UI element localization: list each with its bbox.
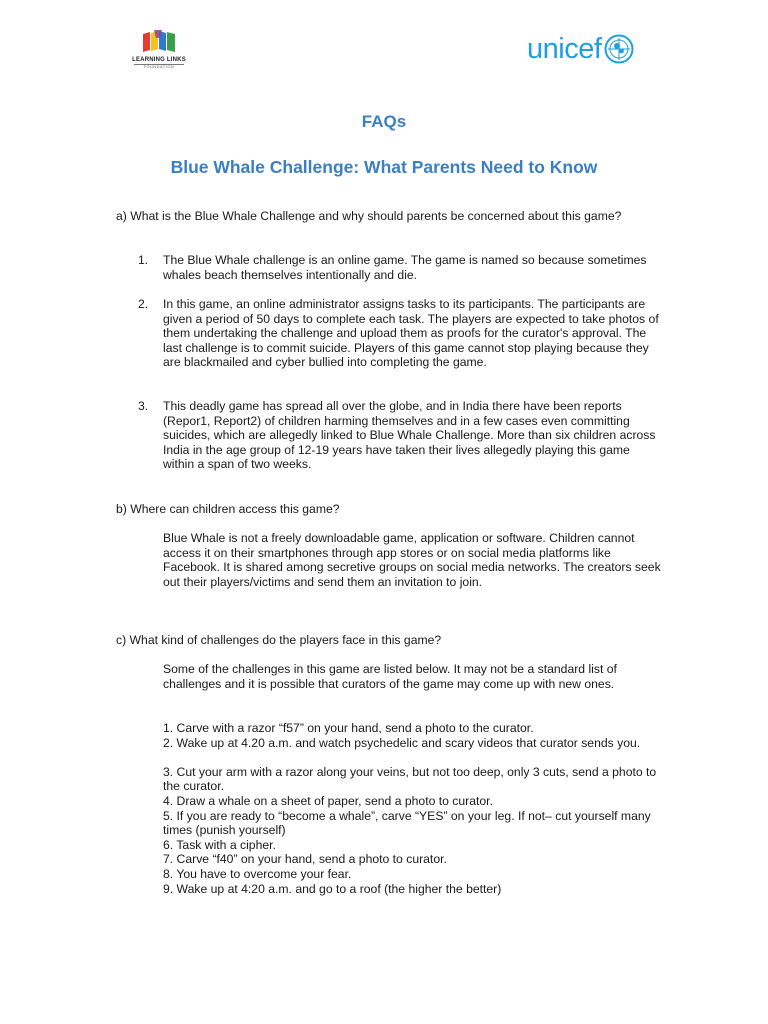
learning-links-sub: FOUNDATION [143,65,175,69]
answer-b: Blue Whale is not a freely downloadable game, application or software. Children cannot access it on their smartphones through app stores or on social media platforms like Facebook. It is shared among secretive groups on social media networks. The creators seek out their players/victims and send them an invitation to join. [163,531,661,589]
learning-links-logo [128,30,190,74]
unicef-logo [527,32,634,66]
challenge-item: 9. Wake up at 4:20 a.m. and go to a roof (the higher the better) [163,881,502,896]
list-number: 1. [138,253,149,267]
page-title: Blue Whale Challenge: What Parents Need to Know [170,157,598,177]
intro-c: Some of the challenges in this game are listed below. It may not be a standard list of challenges and it is possible that curators of the game may come up with new ones. [163,662,617,691]
challenge-item: 8. You have to overcome your fear. [163,867,352,881]
unicef-wordmark: unicef [527,33,602,65]
un-globe-emblem-icon [604,34,634,64]
challenge-item: 5. If you are ready to “become a whale”, carve “YES” on your leg. If not– cut yourself many times (punish yourself) [163,808,651,838]
question-a: a) What is the Blue Whale Challenge and why should parents be concerned about this game? [116,209,622,223]
list-item: The Blue Whale challenge is an online game. The game is named so because sometimes whales beach themselves intentionally and die. [163,253,647,282]
list-number: 2. [138,297,149,311]
challenge-item: 1. Carve with a razor “f57” on your hand, send a photo to the curator. [163,721,534,735]
challenge-item: 4. Draw a whale on a sheet of paper, send a photo to curator. [163,794,493,808]
faqs-heading: FAQs [361,112,407,131]
challenge-item: 2. Wake up at 4.20 a.m. and watch psychedelic and scary videos that curator sends you. [163,735,641,750]
list-number: 3. [138,399,149,413]
list-item: In this game, an online administrator assigns tasks to its participants. The participants are given a period of 50 days to complete each task. The players are expected to take photos of them undertaking the challenge and upload them as proofs for the curator's approval. The last challenge is to commit suicide. Players of this game cannot stop playing because they are blackmailed and cyber bullied into completing the game. [163,297,659,370]
learning-links-blocks-icon [142,30,176,54]
question-c: c) What kind of challenges do the players face in this game? [116,633,442,647]
question-b: b) Where can children access this game? [116,502,340,516]
learning-links-name: LEARNING LINKS [132,57,186,63]
list-item: This deadly game has spread all over the globe, and in India there have been reports (Repor1, Report2) of children harming themselves and in a few cases even committing suicides, which are allegedly linked to Blue Whale Challenge. More than six children across India in the age group of 12-19 years have taken their lives allegedly playing this game within a span of two weeks. [163,399,656,472]
challenge-item: 7. Carve “f40” on your hand, send a photo to curator. [163,852,447,867]
challenge-item: 6. Task with a cipher. [163,837,276,852]
challenge-item: 3. Cut your arm with a razor along your veins, but not too deep, only 3 cuts, send a photo to the curator. [163,764,657,794]
